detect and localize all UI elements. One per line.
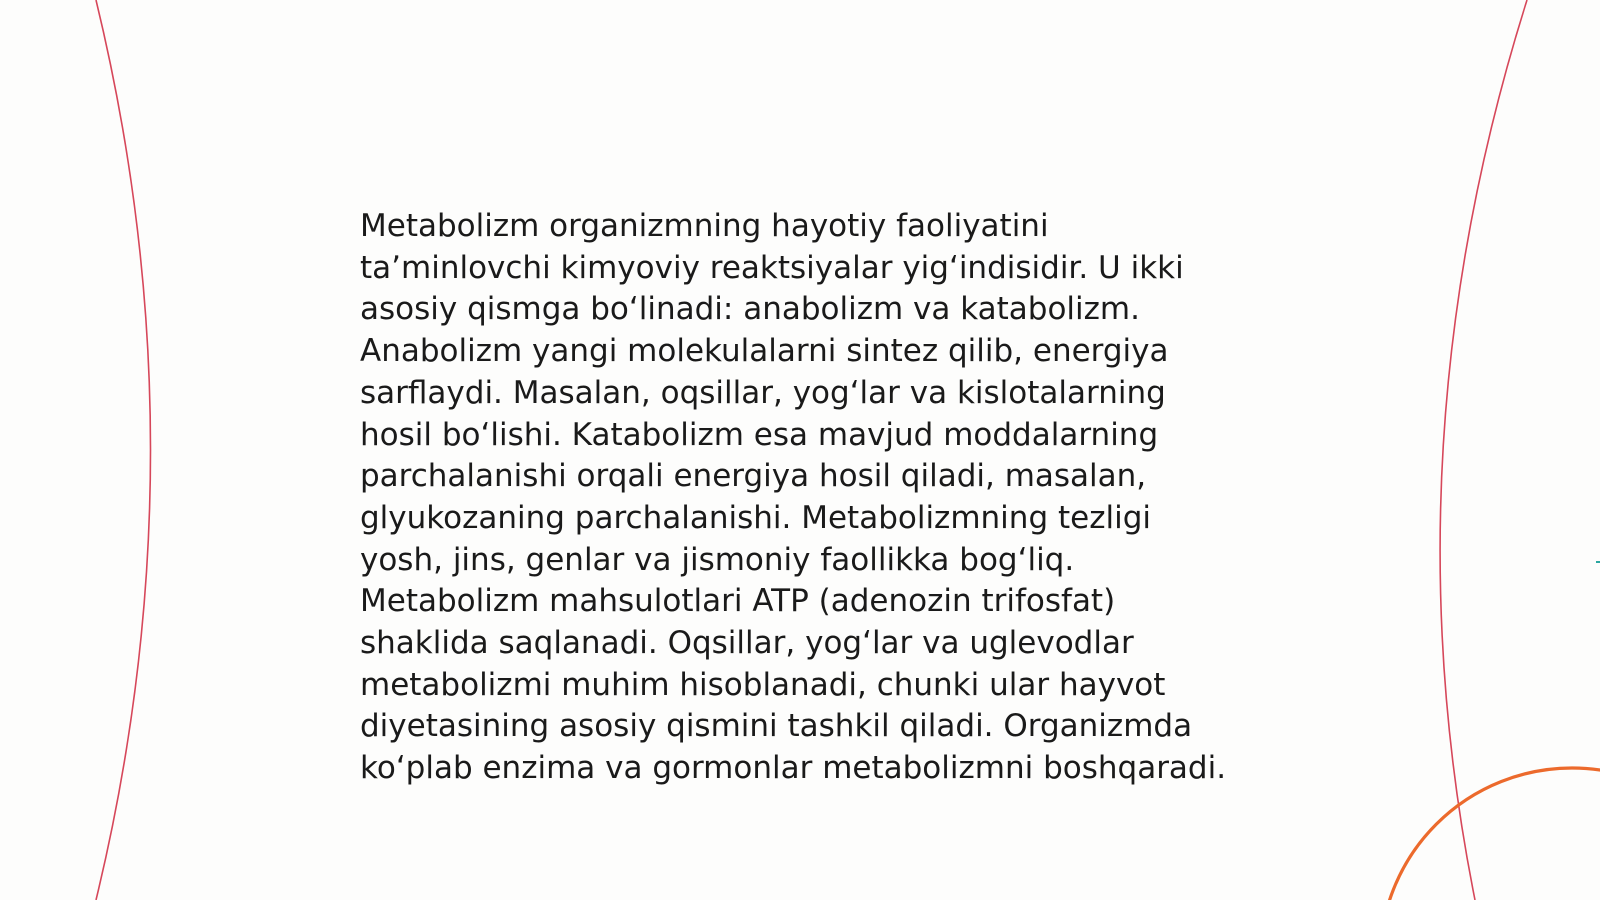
right-red-arc (1440, 0, 1527, 900)
orange-circle-arc (1380, 768, 1600, 900)
left-red-arc (96, 0, 151, 900)
body-paragraph: Metabolizm organizmning hayotiy faoliyatini ta’minlovchi kimyoviy reaktsiyalar yig‘indisidir. U ikki asosiy qismga bo‘linadi: anabolizm va katabolizm. Anabolizm yangi molekulalarni sintez qilib, energiya sarflaydi. Masalan, oqsillar, yog‘lar va kislotalarning hosil bo‘lishi. Katabolizm esa mavjud moddalarning parchalanishi orqali energiya hosil qiladi, masalan, glyukozaning parchalanishi. Metabolizmning tezligi yosh, jins, genlar va jismoniy faollikka bog‘liq. Metabolizm mahsulotlari ATP (adenozin trifosfat) shaklida saqlanadi. Oqsillar, yog‘lar va uglevodlar metabolizmi muhim hisoblanadi, chunki ular hayvot diyetasining asosiy qismini tashkil qiladi. Organizmda ko‘plab enzima va gormonlar metabolizmni boshqaradi. (360, 208, 1227, 787)
